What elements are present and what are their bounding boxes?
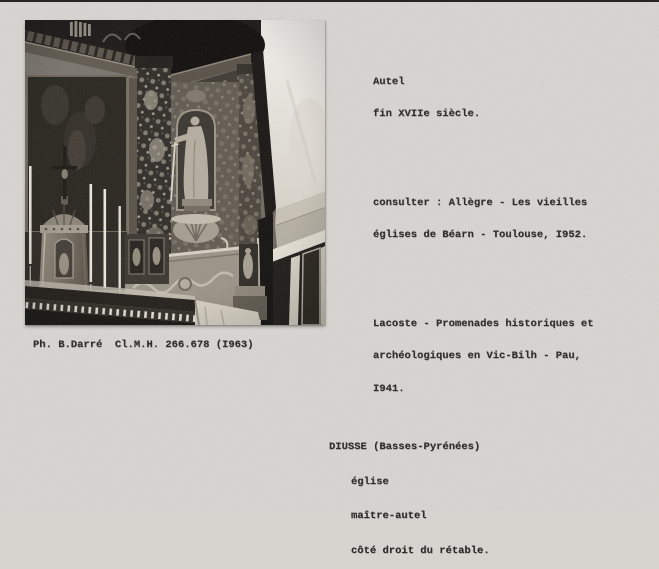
- photo-credit: Ph. B.Darré Cl.M.H. 266.678 (I963): [33, 339, 254, 351]
- location-title: DIUSSE (Basses-Pyrénées): [329, 441, 481, 453]
- film-grain: [25, 20, 325, 325]
- note-line: fin XVIIe siècle.: [373, 108, 481, 121]
- location-line: église: [351, 475, 389, 488]
- note-reference-lacoste: [373, 297, 594, 417]
- note-line: Autel: [373, 75, 405, 88]
- note-line: Lacoste - Promenades historiques et: [373, 317, 594, 330]
- note-reference-allegre: [373, 176, 594, 263]
- note-line: consulter : Allègre - Les vieilles: [373, 196, 588, 209]
- typed-notes: [373, 33, 594, 428]
- location-line: côté droit du rétable.: [351, 544, 490, 557]
- altar-photograph: [25, 20, 325, 325]
- note-title: [373, 55, 594, 142]
- altar-photo-art: [25, 20, 325, 325]
- scan-edge: [0, 0, 659, 2]
- note-line: archéologiques en Vic-Bilh - Pau,: [373, 350, 581, 363]
- note-line: églises de Béarn - Toulouse, I952.: [373, 229, 588, 242]
- location-line: maître-autel: [351, 510, 427, 522]
- location-caption: [329, 419, 490, 569]
- note-line: I941.: [373, 383, 405, 396]
